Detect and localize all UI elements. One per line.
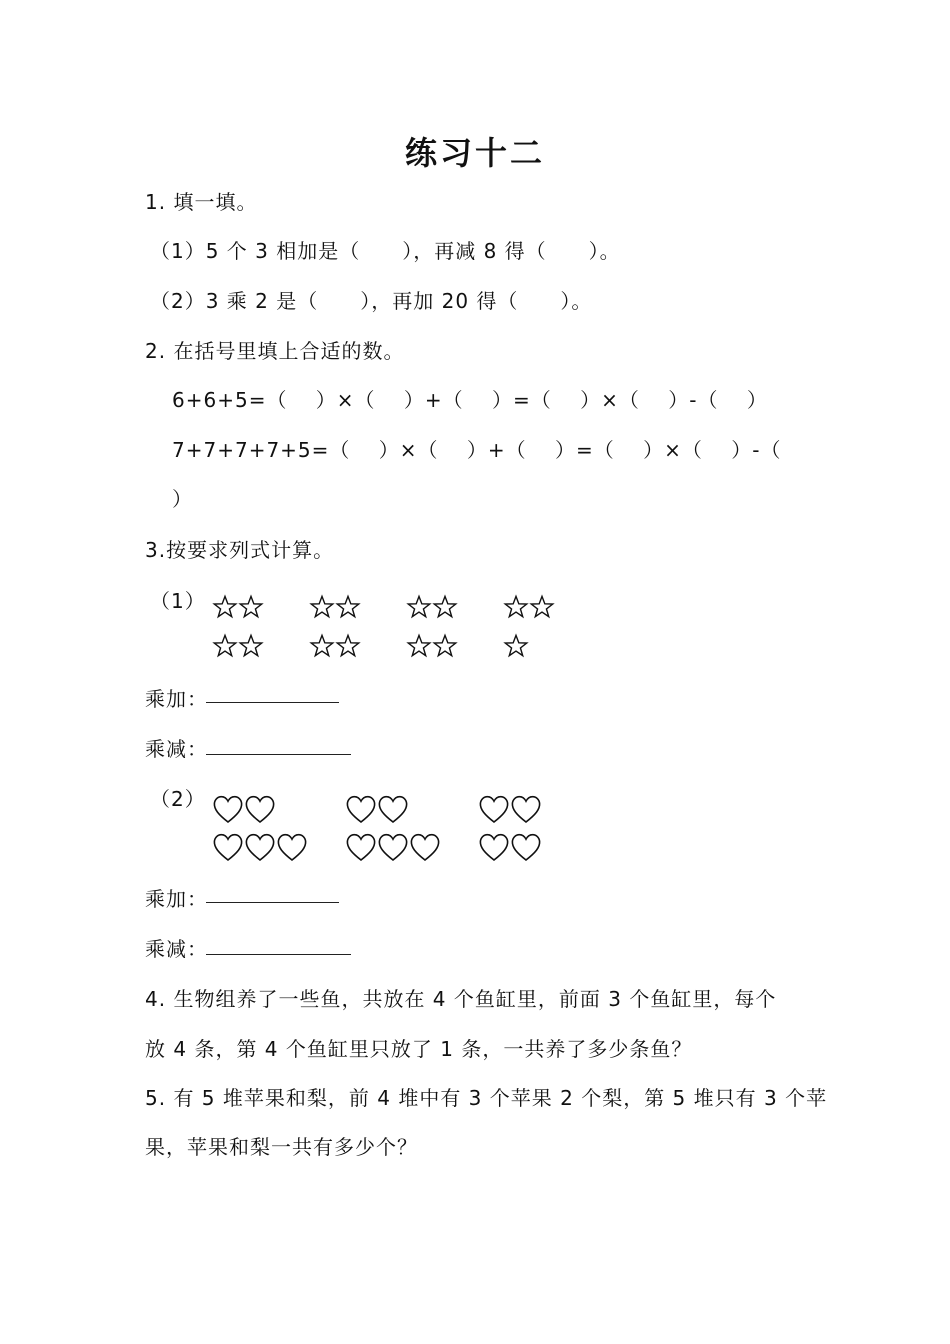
star-icon [212, 632, 238, 660]
shape-group [503, 593, 555, 621]
q2-line2: 7+7+7+7+5=（ ）×（ ）+（ ）=（ ）×（ ）-（ [172, 438, 782, 462]
q3-sub1-mul-add-label: 乘加： [145, 687, 208, 711]
shape-group [212, 593, 264, 621]
star-icon [406, 593, 432, 621]
shape-group [345, 793, 409, 827]
star-icon [406, 632, 432, 660]
shape-group [212, 831, 308, 865]
star-icon [238, 593, 264, 621]
star-icon [503, 632, 529, 660]
star-icon [335, 593, 361, 621]
heart-icon [377, 793, 409, 827]
heart-icon [510, 793, 542, 827]
q2-line1: 6+6+5=（ ）×（ ）+（ ）=（ ）×（ ）-（ ） [172, 388, 768, 412]
heart-icon [276, 831, 308, 865]
star-icon [432, 632, 458, 660]
q2-line3: ） [172, 487, 193, 511]
shape-group [309, 632, 361, 660]
shape-group [478, 831, 542, 865]
answer-blank[interactable] [206, 754, 351, 755]
heart-icon [345, 793, 377, 827]
q3-heading: 3.按要求列式计算。 [145, 538, 335, 562]
q1-part2: （2）3 乘 2 是（ ），再加 20 得（ ）。 [150, 289, 593, 313]
heart-icon [377, 831, 409, 865]
shape-group [212, 632, 264, 660]
shape-group [212, 793, 276, 827]
heart-icon [244, 793, 276, 827]
q5-line1: 5. 有 5 堆苹果和梨，前 4 堆中有 3 个苹果 2 个梨，第 5 堆只有 3 个苹 [145, 1086, 828, 1110]
heart-icon [478, 793, 510, 827]
answer-blank[interactable] [206, 702, 339, 703]
q3-sub2-mul-add-label: 乘加： [145, 887, 208, 911]
star-icon [335, 632, 361, 660]
shape-group [503, 632, 529, 660]
answer-blank[interactable] [206, 954, 351, 955]
q3-sub2-mul-sub-label: 乘减： [145, 937, 208, 961]
star-icon [309, 632, 335, 660]
star-icon [212, 593, 238, 621]
heart-icon [409, 831, 441, 865]
heart-icon [244, 831, 276, 865]
q5-line2: 果，苹果和梨一共有多少个？ [145, 1135, 418, 1159]
q2-heading: 2. 在括号里填上合适的数。 [145, 339, 405, 363]
star-icon [432, 593, 458, 621]
answer-blank[interactable] [206, 902, 339, 903]
shape-group [406, 593, 458, 621]
q3-sub1-label: （1） [150, 589, 206, 613]
page-title: 练习十二 [404, 134, 545, 172]
heart-icon [212, 793, 244, 827]
heart-icon [345, 831, 377, 865]
star-icon [503, 593, 529, 621]
shape-group [406, 632, 458, 660]
shape-group [309, 593, 361, 621]
q1-heading: 1. 填一填。 [145, 190, 258, 214]
q3-sub1-mul-sub-label: 乘减： [145, 737, 208, 761]
heart-icon [212, 831, 244, 865]
q4-line1: 4. 生物组养了一些鱼，共放在 4 个鱼缸里，前面 3 个鱼缸里，每个 [145, 987, 777, 1011]
star-icon [309, 593, 335, 621]
star-icon [238, 632, 264, 660]
q3-sub2-label: （2） [150, 787, 206, 811]
q4-line2: 放 4 条，第 4 个鱼缸里只放了 1 条，一共养了多少条鱼？ [145, 1037, 693, 1061]
shape-group [478, 793, 542, 827]
q1-part1: （1）5 个 3 相加是（ ），再减 8 得（ ）。 [150, 239, 621, 263]
shape-group [345, 831, 441, 865]
heart-icon [510, 831, 542, 865]
star-icon [529, 593, 555, 621]
heart-icon [478, 831, 510, 865]
